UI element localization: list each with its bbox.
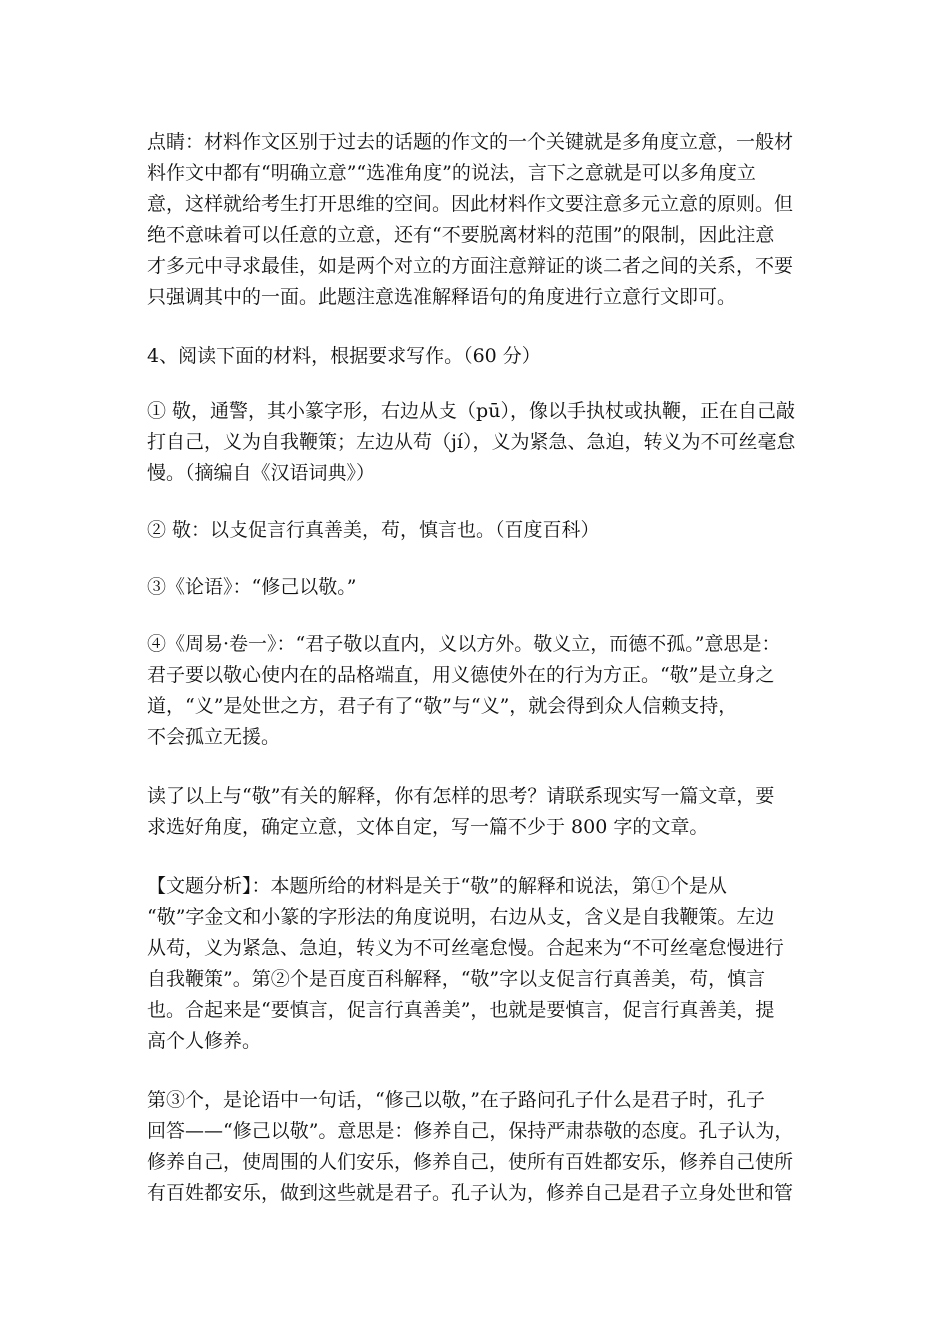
text-line: 点睛：材料作文区别于过去的话题的作文的一个关键就是多角度立意，一般材 (147, 131, 794, 153)
text-line: 回答——“修己以敬”。意思是：修养自己，保持严肃恭敬的态度。孔子认为， (147, 1120, 794, 1142)
text-line: 自我鞭策”。第②个是百度百科解释，“敬”字以攴促言行真善美，苟，慎言 (147, 968, 766, 990)
material-item-3 (147, 572, 812, 603)
text-line: 打自己，义为自我鞭策；左边从苟（jí），义为紧急、急迫，转义为不可丝毫怠 (147, 431, 796, 453)
text-line: ① 敬，通警，其小篆字形，右边从攴（pū），像以手执杖或执鞭，正在自己敲 (147, 400, 795, 422)
material-item-4 (147, 629, 812, 753)
text-line: 高个人修养。 (147, 1030, 262, 1052)
document-page (147, 127, 812, 1209)
text-line: 只强调其中的一面。此题注意选准解释语句的角度进行立意行文即可。 (147, 286, 737, 308)
question-heading (147, 341, 812, 372)
text-line: ④《周易·卷一》：“君子敬以直内，义以方外。敬义立，而德不孤。”意思是： (147, 633, 781, 655)
text-line: 也。合起来是“要慎言，促言行真善美”，也就是要慎言，促言行真善美，提 (147, 999, 775, 1021)
text-line: 修养自己，使周围的人们安乐，修养自己，使所有百姓都安乐，修养自己使所 (147, 1151, 794, 1173)
text-line: 道，“义”是处世之方，君子有了“敬”与“义”，就会得到众人信赖支持， (147, 695, 738, 717)
text-line: 有百姓都安乐，做到这些就是君子。孔子认为，修养自己是君子立身处世和管 (147, 1182, 794, 1204)
text-line: 慢。（摘编自《汉语词典》） (147, 462, 376, 484)
text-line: 不会孤立无援。 (147, 726, 281, 748)
text-line: 才多元中寻求最佳，如是两个对立的方面注意辩证的谈二者之间的关系，不要 (147, 255, 794, 277)
text-line: 意，这样就给考生打开思维的空间。因此材料作文要注意多元立意的原则。但 (147, 193, 794, 215)
text-line: 求选好角度，确定立意，文体自定，写一篇不少于 800 字的文章。 (147, 816, 709, 838)
text-line: 读了以上与“敬”有关的解释，你有怎样的思考？请联系现实写一篇文章，要 (147, 785, 775, 807)
analysis-paragraph-1 (147, 871, 812, 1057)
text-line: “敬”字金文和小篆的字形法的角度说明，右边从攴，含义是自我鞭策。左边 (147, 906, 775, 928)
text-line: 4、阅读下面的材料，根据要求写作。（60 分） (147, 345, 541, 367)
text-line: 【文题分析】：本题所给的材料是关于“敬”的解释和说法，第①个是从 (147, 875, 727, 897)
text-line: 从苟，义为紧急、急迫，转义为不可丝毫怠慢。合起来为“不可丝毫怠慢进行 (147, 937, 784, 959)
material-item-1 (147, 396, 812, 489)
text-line: 君子要以敬心使内在的品格端直，用义德使外在的行为方正。“敬”是立身之 (147, 664, 775, 686)
analysis-paragraph-2 (147, 1085, 812, 1209)
text-line: ② 敬：以攴促言行真善美，苟，慎言也。（百度百科） (147, 519, 600, 541)
text-line: 绝不意味着可以任意的立意，还有“不要脱离材料的范围”的限制，因此注意 (147, 224, 775, 246)
commentary-paragraph (147, 127, 812, 313)
text-line: 第③个，是论语中一句话，“修己以敬，”在子路问孔子什么是君子时，孔子 (147, 1089, 765, 1111)
writing-prompt (147, 781, 812, 843)
text-line: 料作文中都有“明确立意”“选准角度”的说法，言下之意就是可以多角度立 (147, 162, 756, 184)
material-item-2 (147, 515, 812, 546)
text-line: ③《论语》：“修己以敬。” (147, 576, 357, 598)
